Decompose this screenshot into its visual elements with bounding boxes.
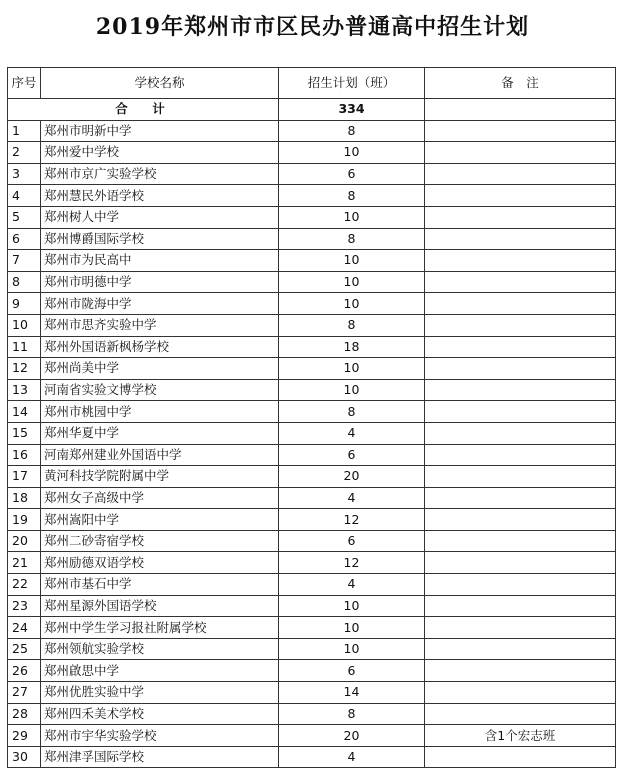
row-school-name: 郑州外国语新枫杨学校 — [41, 336, 279, 358]
row-school-name: 郑州尚美中学 — [41, 358, 279, 380]
page-title: 2019年郑州市市区民办普通高中招生计划 — [95, 14, 530, 40]
row-school-name: 黄河科技学院附属中学 — [41, 466, 279, 488]
row-plan: 8 — [279, 401, 425, 423]
row-seq: 21 — [8, 552, 41, 574]
row-seq: 9 — [8, 293, 41, 315]
row-note — [425, 530, 616, 552]
row-plan: 10 — [279, 293, 425, 315]
row-seq: 24 — [8, 617, 41, 639]
row-plan: 6 — [279, 660, 425, 682]
row-plan: 20 — [279, 466, 425, 488]
row-plan: 10 — [279, 358, 425, 380]
row-plan: 20 — [279, 725, 425, 747]
row-note — [425, 250, 616, 272]
table-row — [8, 444, 616, 466]
row-plan: 4 — [279, 746, 425, 768]
row-seq: 20 — [8, 530, 41, 552]
row-note — [425, 271, 616, 293]
table-row — [8, 725, 616, 747]
row-school-name: 郑州市基石中学 — [41, 574, 279, 596]
table-row — [8, 660, 616, 682]
row-note — [425, 206, 616, 228]
row-plan: 8 — [279, 228, 425, 250]
header-seq: 序号 — [8, 68, 41, 99]
row-plan: 10 — [279, 142, 425, 164]
header-note: 备 注 — [425, 68, 616, 99]
row-school-name: 河南郑州建业外国语中学 — [41, 444, 279, 466]
row-plan: 12 — [279, 509, 425, 531]
row-note — [425, 358, 616, 380]
row-plan: 10 — [279, 206, 425, 228]
row-seq: 22 — [8, 574, 41, 596]
table-row — [8, 487, 616, 509]
row-plan: 4 — [279, 422, 425, 444]
row-note — [425, 444, 616, 466]
row-plan: 10 — [279, 638, 425, 660]
row-seq: 26 — [8, 660, 41, 682]
table-row — [8, 401, 616, 423]
row-note: 含1个宏志班 — [425, 725, 616, 747]
row-plan: 8 — [279, 703, 425, 725]
row-plan: 4 — [279, 574, 425, 596]
row-seq: 13 — [8, 379, 41, 401]
row-seq: 16 — [8, 444, 41, 466]
row-school-name: 郑州慧民外语学校 — [41, 185, 279, 207]
total-label: 合 计 — [8, 99, 279, 121]
row-note — [425, 163, 616, 185]
row-note — [425, 379, 616, 401]
row-seq: 30 — [8, 746, 41, 768]
row-seq: 3 — [8, 163, 41, 185]
row-plan: 8 — [279, 120, 425, 142]
row-note — [425, 466, 616, 488]
row-seq: 27 — [8, 682, 41, 704]
row-seq: 10 — [8, 314, 41, 336]
table-row — [8, 574, 616, 596]
row-note — [425, 595, 616, 617]
row-school-name: 郑州市桃园中学 — [41, 401, 279, 423]
total-row — [8, 99, 616, 121]
header-row — [8, 68, 616, 99]
row-note — [425, 617, 616, 639]
row-school-name: 郑州优胜实验中学 — [41, 682, 279, 704]
header-school: 学校名称 — [41, 68, 279, 99]
row-plan: 6 — [279, 444, 425, 466]
row-note — [425, 638, 616, 660]
table-row — [8, 422, 616, 444]
row-school-name: 郑州津孚国际学校 — [41, 746, 279, 768]
row-note — [425, 120, 616, 142]
table-row — [8, 314, 616, 336]
table-row — [8, 703, 616, 725]
table-row — [8, 617, 616, 639]
row-school-name: 郑州华夏中学 — [41, 422, 279, 444]
row-plan: 14 — [279, 682, 425, 704]
table-row — [8, 142, 616, 164]
row-note — [425, 422, 616, 444]
row-note — [425, 228, 616, 250]
table-row — [8, 530, 616, 552]
row-note — [425, 185, 616, 207]
row-school-name: 郑州啟思中学 — [41, 660, 279, 682]
table-row — [8, 228, 616, 250]
row-seq: 14 — [8, 401, 41, 423]
table-row — [8, 358, 616, 380]
row-plan: 18 — [279, 336, 425, 358]
row-school-name: 郑州二砂寄宿学校 — [41, 530, 279, 552]
table-row — [8, 552, 616, 574]
table-row — [8, 250, 616, 272]
row-plan: 10 — [279, 595, 425, 617]
row-seq: 18 — [8, 487, 41, 509]
table-row — [8, 185, 616, 207]
row-seq: 25 — [8, 638, 41, 660]
table-row — [8, 682, 616, 704]
table-row — [8, 638, 616, 660]
row-school-name: 郑州市思齐实验中学 — [41, 314, 279, 336]
row-school-name: 郑州博爵国际学校 — [41, 228, 279, 250]
row-plan: 8 — [279, 185, 425, 207]
row-note — [425, 336, 616, 358]
row-school-name: 郑州星源外国语学校 — [41, 595, 279, 617]
row-school-name: 郑州嵩阳中学 — [41, 509, 279, 531]
row-seq: 1 — [8, 120, 41, 142]
row-plan: 8 — [279, 314, 425, 336]
row-plan: 12 — [279, 552, 425, 574]
row-note — [425, 703, 616, 725]
table-row — [8, 509, 616, 531]
row-school-name: 郑州市京广实验学校 — [41, 163, 279, 185]
row-plan: 10 — [279, 379, 425, 401]
row-seq: 29 — [8, 725, 41, 747]
header-plan: 招生计划（班） — [279, 68, 425, 99]
table-row — [8, 746, 616, 768]
row-note — [425, 552, 616, 574]
row-seq: 8 — [8, 271, 41, 293]
row-note — [425, 682, 616, 704]
row-school-name: 郑州励德双语学校 — [41, 552, 279, 574]
row-seq: 6 — [8, 228, 41, 250]
total-value: 334 — [279, 99, 425, 121]
table-row — [8, 206, 616, 228]
table-row — [8, 120, 616, 142]
row-school-name: 郑州市明新中学 — [41, 120, 279, 142]
row-seq: 2 — [8, 142, 41, 164]
table-row — [8, 271, 616, 293]
row-school-name: 郑州树人中学 — [41, 206, 279, 228]
row-note — [425, 293, 616, 315]
row-seq: 4 — [8, 185, 41, 207]
row-note — [425, 746, 616, 768]
row-seq: 15 — [8, 422, 41, 444]
row-plan: 6 — [279, 530, 425, 552]
enrollment-table — [7, 67, 616, 768]
table-row — [8, 595, 616, 617]
row-seq: 5 — [8, 206, 41, 228]
row-note — [425, 574, 616, 596]
row-school-name: 河南省实验文博学校 — [41, 379, 279, 401]
row-plan: 10 — [279, 250, 425, 272]
row-note — [425, 509, 616, 531]
row-school-name: 郑州中学生学习报社附属学校 — [41, 617, 279, 639]
row-plan: 10 — [279, 617, 425, 639]
row-school-name: 郑州市为民高中 — [41, 250, 279, 272]
row-plan: 6 — [279, 163, 425, 185]
row-school-name: 郑州市陇海中学 — [41, 293, 279, 315]
row-seq: 17 — [8, 466, 41, 488]
row-note — [425, 487, 616, 509]
table-row — [8, 466, 616, 488]
row-school-name: 郑州四禾美术学校 — [41, 703, 279, 725]
row-plan: 10 — [279, 271, 425, 293]
total-note — [425, 99, 616, 121]
row-seq: 23 — [8, 595, 41, 617]
row-plan: 4 — [279, 487, 425, 509]
row-school-name: 郑州爱中学校 — [41, 142, 279, 164]
row-school-name: 郑州市宇华实验学校 — [41, 725, 279, 747]
table-row — [8, 293, 616, 315]
table-row — [8, 163, 616, 185]
row-school-name: 郑州领航实验学校 — [41, 638, 279, 660]
row-seq: 19 — [8, 509, 41, 531]
row-seq: 11 — [8, 336, 41, 358]
row-seq: 28 — [8, 703, 41, 725]
row-note — [425, 660, 616, 682]
row-note — [425, 314, 616, 336]
row-school-name: 郑州市明德中学 — [41, 271, 279, 293]
row-note — [425, 142, 616, 164]
table-row — [8, 336, 616, 358]
table-row — [8, 379, 616, 401]
row-seq: 12 — [8, 358, 41, 380]
row-school-name: 郑州女子高级中学 — [41, 487, 279, 509]
row-note — [425, 401, 616, 423]
row-seq: 7 — [8, 250, 41, 272]
